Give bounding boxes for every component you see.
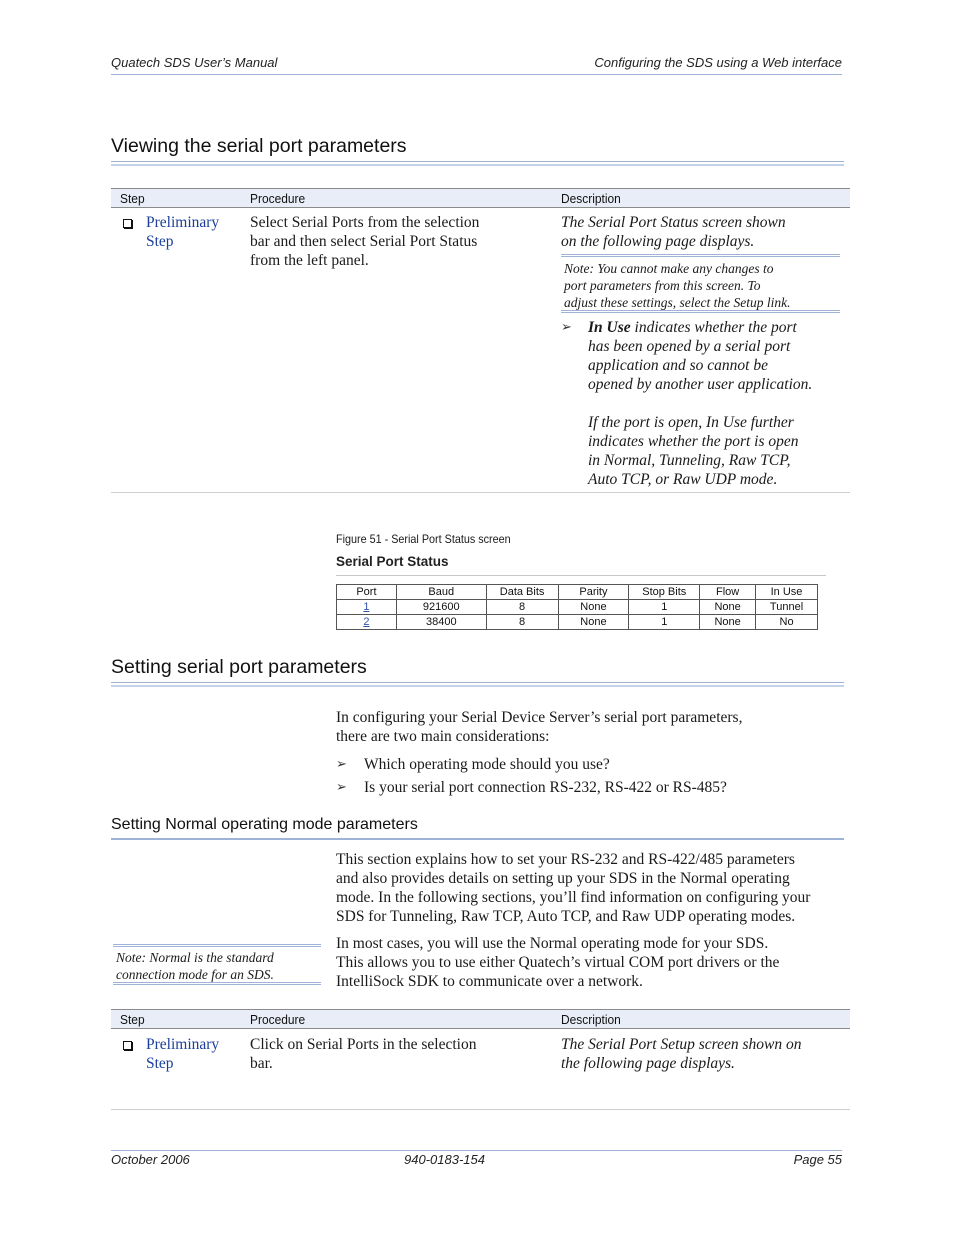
note-line: port parameters from this screen. To [564,278,761,293]
col-step: Step [120,191,145,206]
note-line: connection mode for an SDS. [116,967,274,982]
arrow-bullet-icon: ➢ [561,320,572,335]
note-line: adjust these settings, select the Setup link. [564,295,791,310]
paragraph-line: This section explains how to set your RS-232 and RS-422/485 parameters [336,851,795,868]
table-bottom-rule [111,492,850,493]
normal-mode-paragraph [336,850,810,926]
paragraph-line: In most cases, you will use the Normal operating mode for your SDS. [336,935,769,952]
table-row [337,600,818,615]
description-text [561,213,786,251]
paragraph-line: IntelliSock SDK to communicate over a network. [336,973,643,990]
figure-title: Serial Port Status [336,554,449,569]
note-line: Note: Normal is the standard [116,950,274,965]
col-procedure: Procedure [250,191,306,206]
side-note-rule-top [113,944,321,947]
in-use-cell: No [756,615,818,630]
data-bits-cell: 8 [486,615,558,630]
step-label-line: Preliminary [146,214,220,231]
description-line: the following page displays. [561,1055,735,1072]
col-description: Description [561,1012,621,1027]
figure-caption: Figure 51 - Serial Port Status screen [336,532,511,546]
col-parity: Parity [558,585,629,600]
bullet-line: indicates whether the port is open [588,433,799,450]
section-heading-viewing: Viewing the serial port parameters [111,135,407,157]
baud-cell: 38400 [396,615,486,630]
section-heading-rule [111,682,844,687]
step-label-preliminary[interactable] [146,1035,219,1073]
step-label-preliminary[interactable] [146,213,219,251]
note-rule-top [561,254,840,257]
section-heading-setting: Setting serial port parameters [111,656,367,678]
paragraph-line: mode. In the following sections, you’ll find information on configuring your [336,889,811,906]
table-row [337,615,818,630]
section-heading-rule [111,161,844,166]
description-line: on the following page displays. [561,233,755,250]
description-text [561,1035,802,1073]
figure-title-rule [336,575,826,576]
footer-page-number: Page 55 [793,1152,842,1167]
bullet-line: indicates whether the port [630,319,797,336]
baud-cell: 921600 [396,600,486,615]
port-link[interactable]: 2 [363,616,370,628]
footer-doc-number: 940-0183-154 [404,1152,485,1167]
paragraph-line: This allows you to use either Quatech’s virtual COM port drivers or the [336,954,780,971]
consideration-item: Is your serial port connection RS-232, RS-422 or RS-485? [364,779,727,796]
step-label-line: Step [146,233,174,250]
description-line: The Serial Port Status screen shown [561,214,786,231]
table-header-row [337,585,818,600]
footer-rule [111,1150,842,1151]
procedure-line: from the left panel. [250,252,369,269]
bullet-line: has been opened by a serial port [588,338,791,355]
note-line: Note: You cannot make any changes to [564,261,774,276]
procedure-line: bar and then select Serial Port Status [250,233,478,250]
header-rule [111,74,842,75]
bullet-line: Auto TCP, or Raw UDP mode. [588,471,778,488]
col-data-bits: Data Bits [486,585,558,600]
col-port: Port [337,585,397,600]
col-stop-bits: Stop Bits [629,585,700,600]
paragraph-line: and also provides details on setting up your SDS in the Normal operating [336,870,790,887]
in-use-bullet [588,318,812,489]
bullet-line: application and so cannot be [588,357,768,374]
parity-cell: None [558,615,629,630]
flow-cell: None [700,600,756,615]
intro-paragraph [336,708,742,746]
stop-bits-cell: 1 [629,615,700,630]
paragraph-line: there are two main considerations: [336,728,550,745]
side-note-rule-bottom [113,982,321,985]
normal-mode-paragraph-2 [336,934,779,991]
table-bottom-rule [111,1109,850,1110]
bullet-line: If the port is open, In Use further [588,414,794,431]
col-baud: Baud [396,585,486,600]
col-procedure: Procedure [250,1012,306,1027]
port-cell [337,615,397,630]
paragraph-line: SDS for Tunneling, Raw TCP, Auto TCP, and Raw UDP operating modes. [336,908,796,925]
procedure-line: Click on Serial Ports in the selection [250,1036,477,1053]
col-in-use: In Use [756,585,818,600]
in-use-term: In Use [588,319,631,336]
parity-cell: None [558,600,629,615]
footer-date: October 2006 [111,1152,190,1167]
step-label-line: Preliminary [146,1036,220,1053]
subsection-heading-rule [111,838,844,840]
note-rule-bottom [561,310,840,313]
step-table-header [111,1009,850,1029]
procedure-line: Select Serial Ports from the selection [250,214,480,231]
header-chapter-title: Configuring the SDS using a Web interface [594,55,842,70]
flow-cell: None [700,615,756,630]
serial-port-status-table [336,584,818,630]
arrow-bullet-icon: ➢ [336,780,347,795]
checkbox-icon [123,219,132,228]
port-cell [337,600,397,615]
header-manual-title: Quatech SDS User’s Manual [111,55,278,70]
side-note [116,949,319,983]
col-flow: Flow [700,585,756,600]
note-box [564,260,839,311]
procedure-text [250,213,479,270]
col-step: Step [120,1012,145,1027]
bullet-line: in Normal, Tunneling, Raw TCP, [588,452,791,469]
port-link[interactable]: 1 [363,601,370,613]
in-use-cell: Tunnel [756,600,818,615]
procedure-text [250,1035,476,1073]
subsection-heading-normal-mode: Setting Normal operating mode parameters [111,816,418,833]
stop-bits-cell: 1 [629,600,700,615]
data-bits-cell: 8 [486,600,558,615]
step-table-header [111,188,850,208]
arrow-bullet-icon: ➢ [336,757,347,772]
consideration-item: Which operating mode should you use? [364,756,610,773]
col-description: Description [561,191,621,206]
procedure-line: bar. [250,1055,273,1072]
description-line: The Serial Port Setup screen shown on [561,1036,802,1053]
checkbox-icon [123,1041,132,1050]
paragraph-line: In configuring your Serial Device Server’s serial port parameters, [336,709,743,726]
step-label-line: Step [146,1055,174,1072]
bullet-line: opened by another user application. [588,376,813,393]
